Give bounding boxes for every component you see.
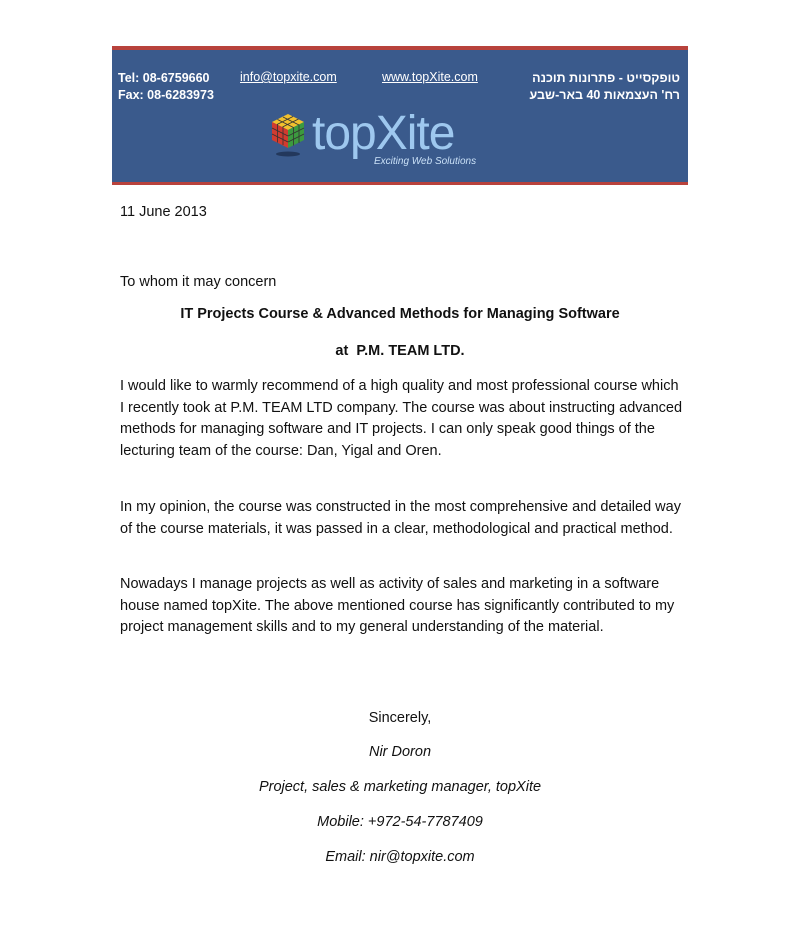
hebrew-address-line: רח' העצמאות 40 באר-שבע (529, 88, 680, 102)
body-paragraph: I would like to warmly recommend of a high quality and most professional course which I recently took at P.M. TEAM LTD company. The course was about instructing advanced methods for managing software and IT projects. I can only speak good things of the lecturing team of the course: Dan, Yigal and Oren. (120, 378, 683, 459)
body-paragraph: In my opinion, the course was constructed in the most comprehensive and detailed way of the course materials, it was passed in a clear, methodological and practical method. (120, 499, 681, 537)
salutation: To whom it may concern (120, 274, 277, 290)
signer-name: Nir Doron (368, 744, 432, 760)
logo-wordmark: topXite (312, 107, 455, 160)
hebrew-address (480, 70, 680, 104)
signer-title: Project, sales & marketing manager, topXite (258, 779, 542, 795)
body-paragraph: Nowadays I manage projects as well as activity of sales and marketing in a software house named topXite. The above mentioned course has significantly contributed to my project management skills and to my general understanding of the material. (120, 576, 675, 635)
topxite-logo (270, 107, 500, 170)
signer-email: Email: nir@topxite.com (325, 849, 475, 865)
website-link[interactable]: www.topXite.com (382, 70, 478, 84)
letter-heading: IT Projects Course & Advanced Methods for Managing Software (180, 306, 620, 322)
email-link[interactable]: info@topxite.com (240, 70, 337, 84)
hebrew-company-line: טופקסייט - פתרונות תוכנה (532, 71, 680, 85)
logo-tagline: Exciting Web Solutions (374, 156, 477, 167)
phone-number: Tel: 08-6759660 (118, 71, 210, 85)
closing: Sincerely, (368, 710, 432, 726)
signer-mobile: Mobile: +972-54-7787409 (317, 814, 483, 830)
rubiks-cube-icon (270, 112, 306, 158)
fax-number: Fax: 08-6283973 (118, 88, 214, 102)
letter-subheading: at P.M. TEAM LTD. (335, 343, 465, 359)
letter-date: 11 June 2013 (120, 204, 207, 220)
contact-block (118, 70, 214, 104)
letterhead-banner (112, 46, 688, 185)
